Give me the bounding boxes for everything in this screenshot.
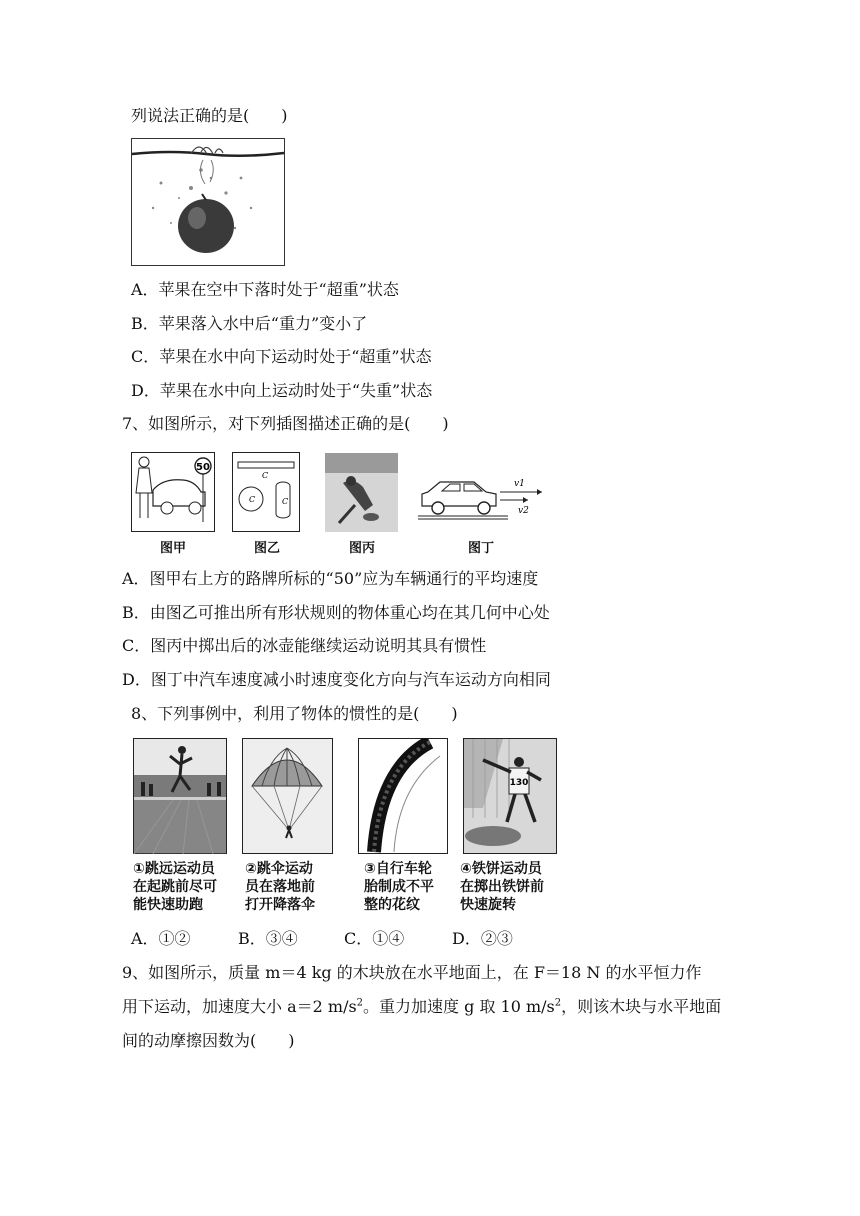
q8-option-a: A．①② xyxy=(131,929,191,948)
center-label-cylinder: C xyxy=(281,497,289,506)
q8-option-c: C．①④ xyxy=(344,929,405,948)
photo-long-jump xyxy=(133,738,227,854)
figure-jia-road-sign xyxy=(131,452,215,532)
q9-line-1: 9、如图所示，质量 m＝4 kg 的木块放在水平地面上，在 F＝18 N 的水平恒力作 xyxy=(122,963,702,982)
center-label-disc: C xyxy=(248,495,256,504)
photo-discus-thrower xyxy=(463,738,557,854)
q6-option-d: D．苹果在水中向上运动时处于“失重”状态 xyxy=(131,381,433,400)
picture-caption-2-line-1: ②跳伞运动 xyxy=(245,861,313,877)
picture-caption-2-line-2: 员在落地前 xyxy=(245,879,315,895)
q8-stem: 8、下列事例中，利用了物体的惯性的是( ) xyxy=(131,704,458,723)
q9-superscript-2: 2 xyxy=(554,997,562,1009)
q7-option-a: A．图甲右上方的路牌所标的“50”应为车辆通行的平均速度 xyxy=(122,569,539,588)
picture-caption-1-line-2: 在起跳前尽可 xyxy=(133,879,217,895)
figure-label-yi: 图乙 xyxy=(253,541,280,556)
picture-caption-3 xyxy=(364,860,434,914)
picture-caption-2 xyxy=(245,860,315,914)
velocity-label-v1: v1 xyxy=(514,479,525,489)
q9-line-2 xyxy=(122,997,721,1017)
q6-option-c: C．苹果在水中向下运动时处于“超重”状态 xyxy=(131,347,432,366)
athlete-bib-number: 130 xyxy=(509,778,529,788)
q8-option-b: B．③④ xyxy=(238,929,298,948)
picture-caption-1-line-3: 能快速助跑 xyxy=(133,897,203,913)
q9-line-2-part-1: 用下运动，加速度大小 a＝2 m/s xyxy=(122,997,357,1016)
picture-caption-3-line-2: 胎制成不平 xyxy=(364,879,434,895)
velocity-label-v2: v2 xyxy=(518,506,529,516)
picture-caption-4-line-2: 在掷出铁饼前 xyxy=(460,879,544,895)
q7-option-d: D．图丁中汽车速度减小时速度变化方向与汽车运动方向相同 xyxy=(122,670,551,689)
photo-bicycle-tire xyxy=(358,738,448,854)
q9-line-3: 间的动摩擦因数为( ) xyxy=(122,1031,295,1050)
picture-caption-2-line-3: 打开降落伞 xyxy=(245,897,315,913)
q8-option-d: D．②③ xyxy=(452,929,513,948)
q6-option-b: B．苹果落入水中后“重力”变小了 xyxy=(131,314,368,333)
apple-in-water-figure xyxy=(131,138,285,266)
figure-label-ding: 图丁 xyxy=(467,541,494,556)
q7-option-c: C．图丙中掷出后的冰壶能继续运动说明其具有惯性 xyxy=(122,636,487,655)
figure-label-bing: 图丙 xyxy=(348,541,375,556)
q7-stem: 7、如图所示，对下列插图描述正确的是( ) xyxy=(122,414,449,433)
q6-stem-tail: 列说法正确的是( ) xyxy=(131,106,288,125)
figure-yi-center-of-gravity xyxy=(232,452,300,532)
picture-caption-1-line-1: ①跳远运动员 xyxy=(133,861,215,877)
picture-caption-3-line-3: 整的花纹 xyxy=(364,897,420,913)
center-label-bar: C xyxy=(261,471,269,480)
photo-parachute xyxy=(242,738,333,854)
q9-line-2-part-2: 。重力加速度 g 取 10 m/s xyxy=(363,997,555,1016)
picture-caption-4-line-3: 快速旋转 xyxy=(460,897,516,913)
picture-caption-4-line-1: ④铁饼运动员 xyxy=(460,861,542,877)
q6-option-a: A．苹果在空中下落时处于“超重”状态 xyxy=(131,280,399,299)
picture-caption-1 xyxy=(133,860,217,914)
figure-label-jia: 图甲 xyxy=(159,541,186,556)
q9-line-2-part-3: ，则该木块与水平地面 xyxy=(561,997,722,1016)
q7-option-b: B．由图乙可推出所有形状规则的物体重心均在其几何中心处 xyxy=(122,603,550,622)
picture-caption-4 xyxy=(460,860,544,914)
figure-ding-decelerating-car xyxy=(418,472,546,527)
figure-bing-curling xyxy=(325,453,398,532)
speed-limit-number: 50 xyxy=(196,462,210,473)
q9-superscript-1: 2 xyxy=(356,997,364,1009)
picture-caption-3-line-1: ③自行车轮 xyxy=(364,861,432,877)
